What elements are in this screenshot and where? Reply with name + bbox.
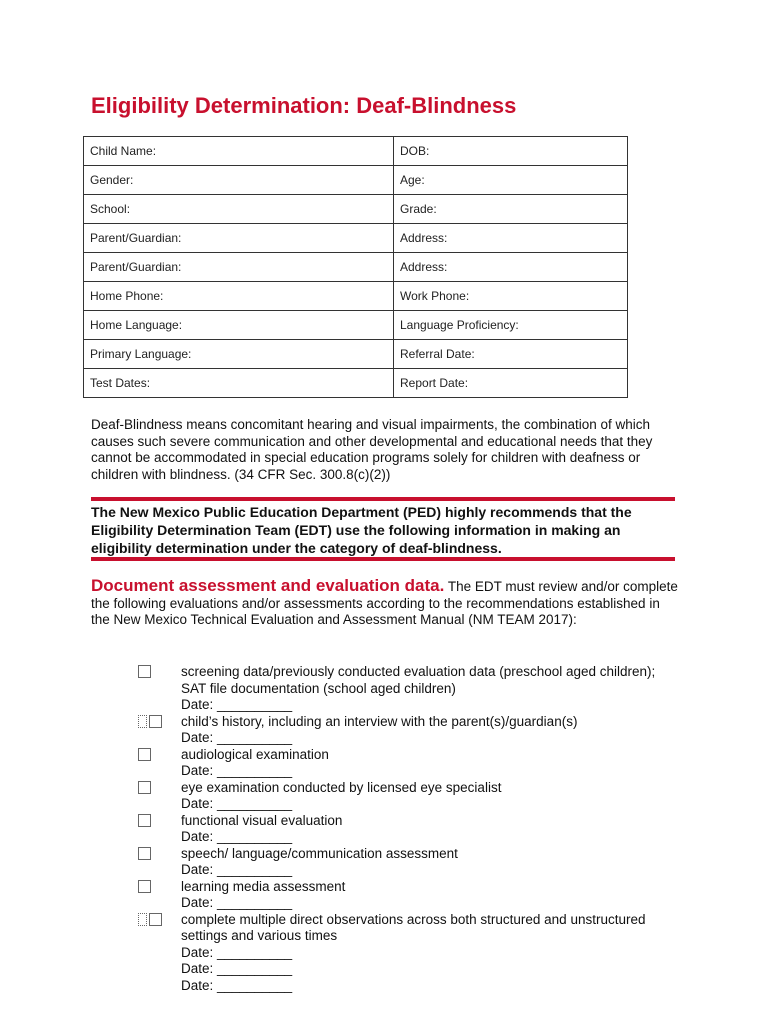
date-field[interactable]: Date: __________ (181, 895, 293, 910)
info-row (84, 253, 628, 282)
info-field-left[interactable]: Home Phone: (84, 282, 394, 311)
info-field-left[interactable]: Home Language: (84, 311, 394, 340)
checklist-item-label: functional visual evaluation (181, 812, 343, 828)
date-field[interactable]: Date: __________ (181, 796, 293, 811)
child-info-table (83, 136, 628, 398)
date-field[interactable]: Date: __________ (181, 829, 293, 844)
date-field[interactable]: Date: __________ (181, 697, 293, 712)
checklist-item-label: eye examination conducted by licensed eye specialist (181, 779, 502, 795)
checkbox[interactable] (138, 781, 151, 794)
checkbox[interactable] (138, 665, 151, 678)
info-row (84, 282, 628, 311)
date-field[interactable]: Date: __________ (181, 961, 293, 976)
checklist-item-label: settings and various times (181, 928, 338, 943)
document-section (91, 578, 681, 629)
definition-paragraph: Deaf-Blindness means concomitant hearing and visual impairments, the combination of which causes such severe communication and other developmental and educational needs that they cannot be accommodated in special education programs solely for children with deafness or children with blindness. (34 CFR Sec. 300.8(c)(2)) (91, 417, 653, 482)
info-field-right[interactable]: Referral Date: (394, 340, 628, 369)
checklist-item (136, 813, 696, 846)
info-row (84, 369, 628, 398)
checkbox[interactable] (138, 880, 151, 893)
checklist-item-label: screening data/previously conducted evaluation data (preschool aged children); (181, 664, 656, 679)
document-section-text: The EDT must review and/or complete the following evaluations and/or assessments according to the recommendations established in the New Mexico Technical Evaluation and Assessment Manual (NM TEAM 2017): (91, 579, 678, 627)
info-row (84, 137, 628, 166)
checkbox[interactable] (138, 748, 151, 761)
info-field-left[interactable]: School: (84, 195, 394, 224)
checklist-item (136, 912, 696, 995)
info-row (84, 166, 628, 195)
info-field-right[interactable]: Work Phone: (394, 282, 628, 311)
ped-recommendation: The New Mexico Public Education Department (PED) highly recommends that the Eligibility Determination Team (EDT) use the following information in making an eligibility determination under the category of deaf-blindness. (91, 504, 632, 556)
info-row (84, 224, 628, 253)
date-field[interactable]: Date: __________ (181, 944, 293, 960)
checkbox[interactable] (138, 847, 151, 860)
info-field-right[interactable]: Report Date: (394, 369, 628, 398)
checklist-item-label: audiological examination (181, 746, 329, 762)
document-section-heading: Document assessment and evaluation data. (91, 576, 445, 595)
info-row (84, 340, 628, 369)
checklist-item (136, 714, 696, 747)
info-field-right[interactable]: DOB: (394, 137, 628, 166)
info-field-left[interactable]: Parent/Guardian: (84, 224, 394, 253)
checklist-item-label: complete multiple direct observations across both structured and unstructured (181, 911, 646, 927)
checklist-item (136, 879, 696, 912)
checklist-item (136, 747, 696, 780)
info-row (84, 311, 628, 340)
info-field-right[interactable]: Address: (394, 253, 628, 282)
info-field-left[interactable]: Parent/Guardian: (84, 253, 394, 282)
checklist-item-label: SAT file documentation (school aged children) (181, 680, 456, 696)
info-field-left[interactable]: Primary Language: (84, 340, 394, 369)
divider-bottom (91, 557, 675, 561)
checkbox[interactable] (149, 913, 162, 926)
info-field-left[interactable]: Child Name: (84, 137, 394, 166)
divider-top (91, 497, 675, 501)
checklist-item (136, 846, 696, 879)
checkbox-icon[interactable] (138, 913, 147, 926)
info-row (84, 195, 628, 224)
checkbox[interactable] (149, 715, 162, 728)
info-field-right[interactable]: Address: (394, 224, 628, 253)
date-field[interactable]: Date: __________ (181, 763, 293, 778)
checkbox-icon[interactable] (138, 715, 147, 728)
checklist-item-label: child’s history, including an interview with the parent(s)/guardian(s) (181, 713, 578, 729)
info-field-right[interactable]: Age: (394, 166, 628, 195)
info-field-right[interactable]: Grade: (394, 195, 628, 224)
date-field[interactable]: Date: __________ (181, 862, 293, 877)
info-field-left[interactable]: Test Dates: (84, 369, 394, 398)
checklist-item-label: learning media assessment (181, 878, 346, 894)
info-field-left[interactable]: Gender: (84, 166, 394, 195)
info-field-right[interactable]: Language Proficiency: (394, 311, 628, 340)
date-field[interactable]: Date: __________ (181, 730, 293, 745)
checklist-item-label: speech/ language/communication assessment (181, 845, 458, 861)
assessment-checklist (136, 664, 696, 994)
checkbox[interactable] (138, 814, 151, 827)
checklist-item (136, 780, 696, 813)
page-title: Eligibility Determination: Deaf-Blindness (91, 93, 517, 118)
checklist-item (136, 664, 696, 714)
date-field[interactable]: Date: __________ (181, 977, 293, 993)
